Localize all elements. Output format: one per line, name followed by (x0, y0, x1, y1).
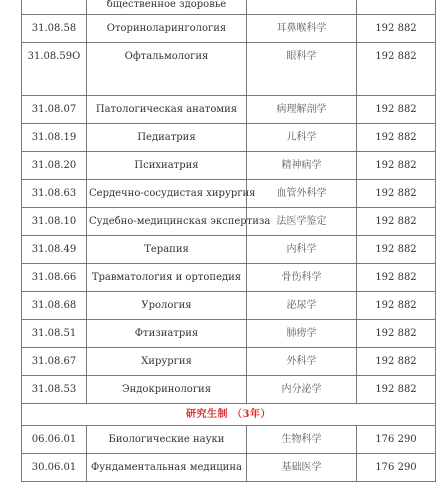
price-cell: 192 882 (357, 43, 436, 96)
program-cn-cell: 生物科学 (247, 426, 357, 454)
program-cn-cell: 精神病学 (247, 152, 357, 180)
program-cn-cell: 血管外科学 (247, 180, 357, 208)
program-cn-cell: 骨伤科学 (247, 264, 357, 292)
program-ru-cell: Терапия (87, 236, 247, 264)
code-cell: 31.08.63 (22, 180, 87, 208)
table-row (22, 292, 436, 320)
price-cell: 192 882 (357, 348, 436, 376)
code-cell: 31.08.07 (22, 96, 87, 124)
price-cell: 192 882 (357, 124, 436, 152)
program-ru-cell: Фундаментальная медицина (87, 454, 247, 482)
code-cell: 31.08.68 (22, 292, 87, 320)
code-cell: 31.08.67 (22, 348, 87, 376)
program-cn-cell: 内科学 (247, 236, 357, 264)
price-cell: 192 882 (357, 15, 436, 43)
table-row (22, 348, 436, 376)
program-ru-cell: Психиатрия (87, 152, 247, 180)
program-cn-cell (247, 0, 357, 15)
program-cn-cell: 泌尿学 (247, 292, 357, 320)
table-row (22, 152, 436, 180)
table-row (22, 0, 436, 15)
price-cell: 176 290 (357, 454, 436, 482)
table-row (22, 426, 436, 454)
program-cn-cell: 外科学 (247, 348, 357, 376)
program-ru-cell: Урология (87, 292, 247, 320)
table-row (22, 376, 436, 404)
table-row (22, 236, 436, 264)
program-cn-cell: 眼科学 (247, 43, 357, 96)
price-cell: 192 882 (357, 236, 436, 264)
price-cell: 192 882 (357, 292, 436, 320)
table-row (22, 180, 436, 208)
table-row (22, 320, 436, 348)
program-cn-cell: 内分泌学 (247, 376, 357, 404)
table-row (22, 264, 436, 292)
code-cell: 31.08.49 (22, 236, 87, 264)
table-row (22, 43, 436, 96)
price-cell: 176 290 (357, 426, 436, 454)
program-cn-cell: 儿科学 (247, 124, 357, 152)
program-ru-cell: Судебно-медицинская экспертиза (87, 208, 247, 236)
code-cell (22, 0, 87, 15)
tuition-table (21, 0, 436, 482)
program-ru-cell: Патологическая анатомия (87, 96, 247, 124)
program-ru-cell: бщественное здоровье (87, 0, 247, 15)
program-cn-cell: 耳鼻喉科学 (247, 15, 357, 43)
program-cn-cell: 肺痨学 (247, 320, 357, 348)
price-cell: 192 882 (357, 96, 436, 124)
code-cell: 31.08.66 (22, 264, 87, 292)
code-cell: 31.08.58 (22, 15, 87, 43)
price-cell: 192 882 (357, 180, 436, 208)
price-cell: 192 882 (357, 376, 436, 404)
code-cell: 31.08.51 (22, 320, 87, 348)
program-ru-cell: Сердечно-сосудистая хирургия (87, 180, 247, 208)
table-row (22, 96, 436, 124)
code-cell: 30.06.01 (22, 454, 87, 482)
program-ru-cell: Травматология и ортопедия (87, 264, 247, 292)
program-cn-cell: 法医学鉴定 (247, 208, 357, 236)
program-ru-cell: Педиатрия (87, 124, 247, 152)
code-cell: 06.06.01 (22, 426, 87, 454)
price-cell: 192 882 (357, 152, 436, 180)
table-row (22, 454, 436, 482)
section-header-row (22, 404, 436, 426)
program-ru-cell: Фтизиатрия (87, 320, 247, 348)
program-cn-cell: 基础医学 (247, 454, 357, 482)
code-cell: 31.08.10 (22, 208, 87, 236)
section-header-cell: 研究生制 （3年） (22, 404, 436, 426)
program-cn-cell: 病理解剖学 (247, 96, 357, 124)
program-ru-cell: Офтальмология (87, 43, 247, 96)
tuition-table-container (21, 0, 415, 482)
table-row (22, 124, 436, 152)
table-row (22, 208, 436, 236)
code-cell: 31.08.19 (22, 124, 87, 152)
table-row (22, 15, 436, 43)
program-ru-cell: Эндокринология (87, 376, 247, 404)
price-cell: 192 882 (357, 264, 436, 292)
price-cell: 192 882 (357, 208, 436, 236)
code-cell: 31.08.59О (22, 43, 87, 96)
code-cell: 31.08.20 (22, 152, 87, 180)
price-cell: 192 882 (357, 320, 436, 348)
program-ru-cell: Биологические науки (87, 426, 247, 454)
program-ru-cell: Оториноларингология (87, 15, 247, 43)
code-cell: 31.08.53 (22, 376, 87, 404)
price-cell (357, 0, 436, 15)
program-ru-cell: Хирургия (87, 348, 247, 376)
